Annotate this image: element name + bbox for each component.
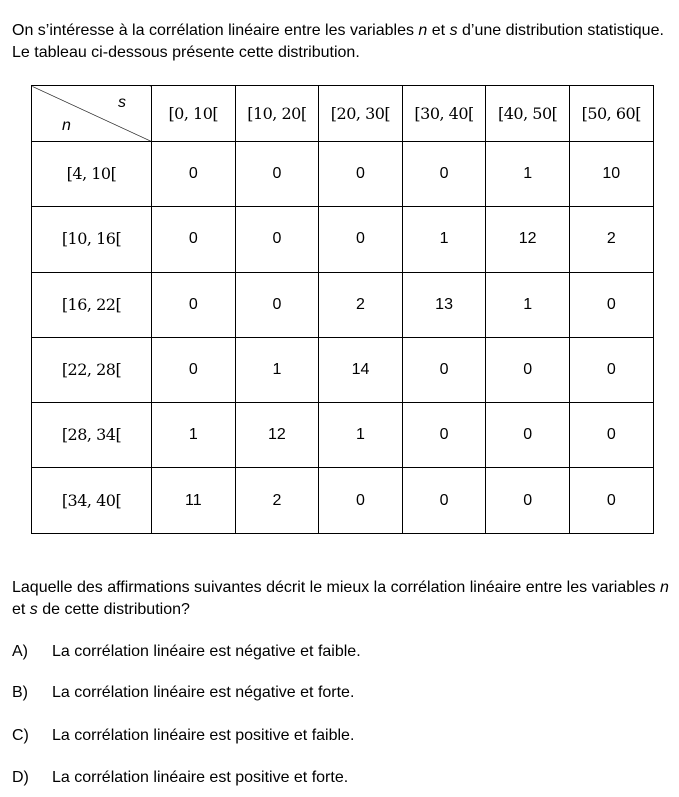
- column-header: [319, 86, 403, 142]
- row-header: [32, 468, 152, 533]
- intro-var-s: s: [449, 22, 458, 39]
- table-cell: 1: [319, 403, 403, 468]
- table-cell: 0: [319, 207, 403, 272]
- table-cell: 0: [402, 142, 486, 207]
- table-cell: 0: [486, 337, 570, 402]
- column-header-label: [0, 10[: [168, 103, 219, 123]
- choice-text: La corrélation linéaire est positive et faible.: [52, 727, 355, 744]
- question-text-2: et: [12, 601, 30, 618]
- table-row: [32, 337, 654, 402]
- row-header-label: [34, 40[: [61, 490, 122, 510]
- table-cell: 12: [486, 207, 570, 272]
- corner-label-n: n: [62, 117, 71, 134]
- row-header-label: [22, 28[: [61, 360, 122, 380]
- row-header: [32, 142, 152, 207]
- table-cell: 0: [235, 142, 319, 207]
- choice-a[interactable]: [12, 641, 361, 663]
- choice-b[interactable]: [12, 682, 354, 704]
- corner-label-s: s: [118, 94, 126, 111]
- question-var-s: s: [29, 601, 38, 618]
- row-header: [32, 207, 152, 272]
- table-cell: 0: [569, 272, 653, 337]
- table-cell: 0: [152, 207, 236, 272]
- table-row: [32, 468, 654, 533]
- column-header-label: [30, 40[: [414, 103, 474, 123]
- row-header-label: [16, 22[: [61, 294, 122, 314]
- distribution-table: [31, 85, 654, 534]
- table-cell: 0: [486, 468, 570, 533]
- column-header-label: [40, 50[: [497, 103, 558, 123]
- table-cell: 1: [235, 337, 319, 402]
- table-row: [32, 403, 654, 468]
- table-cell: 12: [235, 403, 319, 468]
- row-header-label: [10, 16[: [61, 229, 122, 249]
- choice-letter: B): [12, 684, 28, 701]
- choice-text: La corrélation linéaire est négative et forte.: [52, 684, 355, 701]
- choice-letter: D): [12, 769, 29, 786]
- question-text-1: Laquelle des affirmations suivantes décrit le mieux la corrélation linéaire entre les variables: [12, 579, 661, 596]
- table-cell: 11: [152, 468, 236, 533]
- table-cell: 0: [235, 272, 319, 337]
- row-header-label: [4, 10[: [66, 164, 117, 184]
- column-header: [152, 86, 236, 142]
- intro-text-1: On s’intéresse à la corrélation linéaire entre les variables: [12, 22, 419, 39]
- table-cell: 1: [486, 272, 570, 337]
- table-cell: 0: [319, 142, 403, 207]
- table-cell: 13: [402, 272, 486, 337]
- intro-paragraph: [12, 20, 676, 64]
- table-cell: 10: [569, 142, 653, 207]
- choice-c[interactable]: [12, 725, 354, 747]
- table-cell: 2: [235, 468, 319, 533]
- row-header: [32, 272, 152, 337]
- choice-letter: C): [12, 727, 29, 744]
- table-cell: 0: [152, 337, 236, 402]
- column-header-label: [10, 20[: [247, 103, 307, 123]
- column-header-label: [50, 60[: [581, 103, 641, 123]
- column-header: [235, 86, 319, 142]
- question-paragraph: [12, 577, 676, 621]
- table-cell: 2: [319, 272, 403, 337]
- choice-text: La corrélation linéaire est négative et faible.: [52, 643, 361, 660]
- table-cell: 1: [152, 403, 236, 468]
- table-cell: 0: [152, 272, 236, 337]
- choice-letter: A): [12, 643, 28, 660]
- row-header: [32, 337, 152, 402]
- question-text-3: de cette distribution?: [37, 601, 190, 618]
- table-row: [32, 272, 654, 337]
- table-row: [32, 207, 654, 272]
- column-header: [486, 86, 570, 142]
- table-header-row: [32, 86, 654, 142]
- intro-var-n: n: [418, 22, 428, 39]
- table-cell: 0: [569, 337, 653, 402]
- intro-text-2: et: [427, 22, 450, 39]
- row-header-label: [28, 34[: [61, 425, 122, 445]
- column-header: [402, 86, 486, 142]
- column-header-label: [20, 30[: [330, 103, 391, 123]
- table-cell: 2: [569, 207, 653, 272]
- row-header: [32, 403, 152, 468]
- table-cell: 0: [402, 337, 486, 402]
- choice-text: La corrélation linéaire est positive et forte.: [52, 769, 349, 786]
- table-cell: 1: [486, 142, 570, 207]
- table-cell: 0: [569, 468, 653, 533]
- table-cell: 0: [569, 403, 653, 468]
- choice-d[interactable]: [12, 767, 348, 789]
- question-var-n: n: [660, 579, 669, 596]
- table-row: [32, 142, 654, 207]
- table-cell: 0: [319, 468, 403, 533]
- table-cell: 14: [319, 337, 403, 402]
- table-corner-cell: [32, 86, 152, 142]
- table-cell: 0: [486, 403, 570, 468]
- table-cell: 0: [152, 142, 236, 207]
- column-header: [569, 86, 653, 142]
- table-cell: 1: [402, 207, 486, 272]
- table-cell: 0: [402, 468, 486, 533]
- table-cell: 0: [235, 207, 319, 272]
- intro-text-3: d’une distribution statistique. Le tableau ci-dessous présente cette distribution.: [12, 22, 664, 61]
- table-cell: 0: [402, 403, 486, 468]
